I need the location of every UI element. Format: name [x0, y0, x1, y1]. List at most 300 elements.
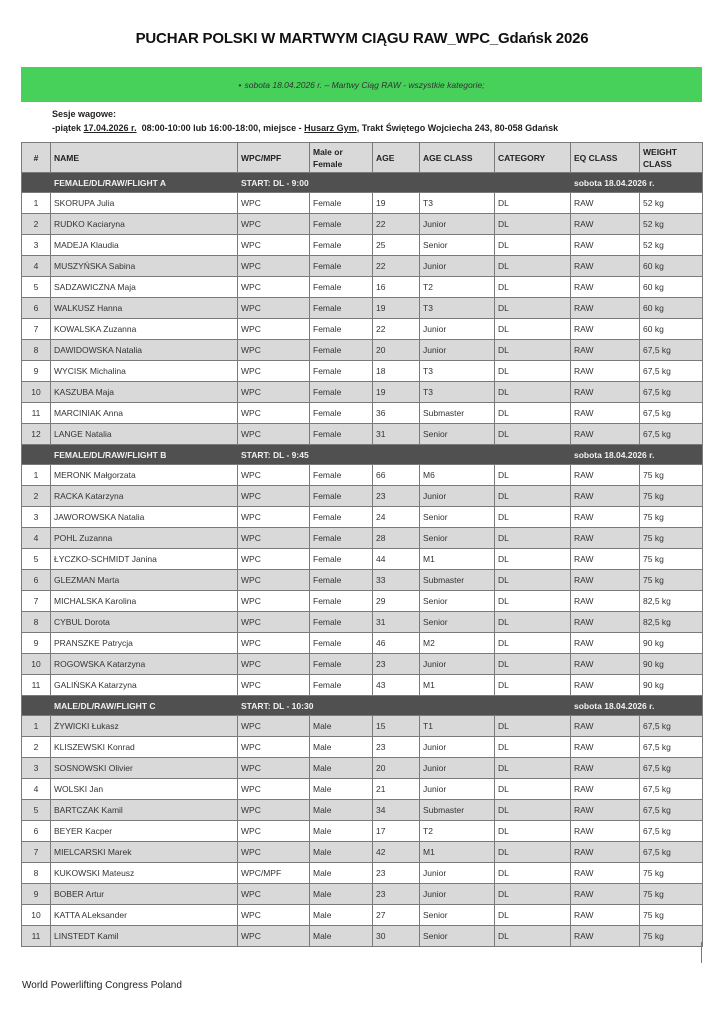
cell-num: 4 [22, 779, 51, 800]
header-category: CATEGORY [495, 143, 571, 173]
cell-federation: WPC [238, 549, 310, 570]
cell-num: 4 [22, 528, 51, 549]
flight-date: sobota 18.04.2026 r. [571, 696, 703, 716]
cell-sex: Male [310, 737, 373, 758]
cell-eq-class: RAW [571, 737, 640, 758]
cell-num: 2 [22, 214, 51, 235]
cell-category: DL [495, 319, 571, 340]
cell-sex: Female [310, 633, 373, 654]
cell-age-class: Junior [420, 340, 495, 361]
cell-num: 8 [22, 863, 51, 884]
table-row [22, 465, 703, 486]
cell-age-class: M1 [420, 675, 495, 696]
table-row [22, 424, 703, 445]
cell-num: 3 [22, 758, 51, 779]
cell-federation: WPC/MPF [238, 863, 310, 884]
cell-sex: Female [310, 277, 373, 298]
cell-federation: WPC [238, 486, 310, 507]
cell-sex: Female [310, 256, 373, 277]
cell-eq-class: RAW [571, 298, 640, 319]
cell-age: 19 [373, 382, 420, 403]
flight-header-spacer [22, 173, 51, 193]
cell-federation: WPC [238, 905, 310, 926]
cell-eq-class: RAW [571, 884, 640, 905]
cell-eq-class: RAW [571, 591, 640, 612]
cell-sex: Female [310, 507, 373, 528]
cell-eq-class: RAW [571, 277, 640, 298]
cell-eq-class: RAW [571, 403, 640, 424]
table-row [22, 403, 703, 424]
event-banner [21, 67, 702, 102]
cell-num: 2 [22, 486, 51, 507]
footer-organization: World Powerlifting Congress Poland [22, 980, 182, 991]
flight-start-time: START: DL - 9:00 [238, 173, 571, 193]
cell-category: DL [495, 842, 571, 863]
cell-category: DL [495, 779, 571, 800]
cell-num: 5 [22, 277, 51, 298]
cell-num: 1 [22, 465, 51, 486]
cell-eq-class: RAW [571, 821, 640, 842]
cell-age: 33 [373, 570, 420, 591]
cell-federation: WPC [238, 675, 310, 696]
cell-name: KUKOWSKI Mateusz [51, 863, 238, 884]
cell-age: 17 [373, 821, 420, 842]
table-row [22, 905, 703, 926]
cell-weight-class: 67,5 kg [640, 821, 703, 842]
cell-num: 5 [22, 549, 51, 570]
cell-age-class: M1 [420, 549, 495, 570]
cell-eq-class: RAW [571, 654, 640, 675]
cell-federation: WPC [238, 821, 310, 842]
cell-num: 8 [22, 612, 51, 633]
cell-age: 18 [373, 361, 420, 382]
cell-weight-class: 67,5 kg [640, 800, 703, 821]
cell-eq-class: RAW [571, 382, 640, 403]
table-row [22, 779, 703, 800]
cell-age-class: Junior [420, 737, 495, 758]
cell-age: 46 [373, 633, 420, 654]
cell-category: DL [495, 214, 571, 235]
cell-num: 7 [22, 591, 51, 612]
table-row [22, 633, 703, 654]
cell-num: 6 [22, 298, 51, 319]
cell-federation: WPC [238, 926, 310, 947]
cell-federation: WPC [238, 319, 310, 340]
cell-num: 1 [22, 716, 51, 737]
cell-name: ŻYWICKI Łukasz [51, 716, 238, 737]
cell-num: 1 [22, 193, 51, 214]
cell-num: 8 [22, 340, 51, 361]
cell-name: CYBUL Dorota [51, 612, 238, 633]
cell-category: DL [495, 549, 571, 570]
table-row [22, 821, 703, 842]
table-row [22, 193, 703, 214]
table-row [22, 382, 703, 403]
cell-age-class: Junior [420, 214, 495, 235]
cell-category: DL [495, 340, 571, 361]
roster-body [22, 173, 703, 947]
cell-sex: Female [310, 612, 373, 633]
cell-weight-class: 60 kg [640, 256, 703, 277]
header-num: # [22, 143, 51, 173]
cell-sex: Female [310, 193, 373, 214]
cell-category: DL [495, 591, 571, 612]
cell-federation: WPC [238, 716, 310, 737]
event-banner-text: sobota 18.04.2026 r. – Martwy Ciąg RAW - wszystkie kategorie; [244, 79, 485, 90]
cell-num: 3 [22, 507, 51, 528]
cell-category: DL [495, 256, 571, 277]
cell-sex: Male [310, 716, 373, 737]
table-row [22, 214, 703, 235]
cell-num: 6 [22, 570, 51, 591]
cell-age-class: T1 [420, 716, 495, 737]
header-eq-class: EQ CLASS [571, 143, 640, 173]
cell-name: JAWOROWSKA Natalia [51, 507, 238, 528]
cell-age-class: Junior [420, 758, 495, 779]
cell-age-class: Junior [420, 319, 495, 340]
cell-eq-class: RAW [571, 486, 640, 507]
cell-sex: Male [310, 863, 373, 884]
cell-eq-class: RAW [571, 256, 640, 277]
table-row [22, 235, 703, 256]
cell-name: WOLSKI Jan [51, 779, 238, 800]
cell-eq-class: RAW [571, 214, 640, 235]
cell-category: DL [495, 465, 571, 486]
cell-weight-class: 60 kg [640, 298, 703, 319]
cell-federation: WPC [238, 361, 310, 382]
cell-name: MARCINIAK Anna [51, 403, 238, 424]
cell-eq-class: RAW [571, 633, 640, 654]
cell-age-class: T2 [420, 821, 495, 842]
cell-num: 2 [22, 737, 51, 758]
cell-age: 23 [373, 863, 420, 884]
cell-age: 20 [373, 758, 420, 779]
cell-weight-class: 75 kg [640, 863, 703, 884]
cell-sex: Female [310, 214, 373, 235]
cell-sex: Male [310, 800, 373, 821]
table-row [22, 926, 703, 947]
cell-num: 3 [22, 235, 51, 256]
cell-weight-class: 90 kg [640, 654, 703, 675]
cell-num: 4 [22, 256, 51, 277]
cell-sex: Female [310, 465, 373, 486]
header-weight-class: WEIGHT CLASS [640, 143, 703, 173]
cell-age: 28 [373, 528, 420, 549]
cell-weight-class: 67,5 kg [640, 758, 703, 779]
cell-sex: Female [310, 424, 373, 445]
cell-weight-class: 52 kg [640, 193, 703, 214]
cell-name: BEYER Kacper [51, 821, 238, 842]
cell-name: MUSZYŃSKA Sabina [51, 256, 238, 277]
cell-weight-class: 67,5 kg [640, 737, 703, 758]
cell-federation: WPC [238, 507, 310, 528]
cell-category: DL [495, 382, 571, 403]
cell-federation: WPC [238, 612, 310, 633]
cell-age-class: Senior [420, 235, 495, 256]
cell-sex: Female [310, 361, 373, 382]
cell-category: DL [495, 654, 571, 675]
table-row [22, 842, 703, 863]
table-row [22, 361, 703, 382]
cell-sex: Female [310, 675, 373, 696]
cell-name: ŁYCZKO-SCHMIDT Janina [51, 549, 238, 570]
cell-age-class: Senior [420, 507, 495, 528]
table-border-line [701, 942, 702, 963]
cell-num: 12 [22, 424, 51, 445]
bullet-icon: • [238, 79, 242, 90]
cell-age-class: Senior [420, 905, 495, 926]
flight-label: FEMALE/DL/RAW/FLIGHT A [51, 173, 238, 193]
cell-num: 11 [22, 675, 51, 696]
cell-federation: WPC [238, 800, 310, 821]
cell-sex: Female [310, 403, 373, 424]
cell-num: 10 [22, 905, 51, 926]
weigh-in-day: -piątek [52, 123, 84, 133]
cell-age-class: M6 [420, 465, 495, 486]
cell-name: ROGOWSKA Katarzyna [51, 654, 238, 675]
cell-category: DL [495, 193, 571, 214]
cell-sex: Male [310, 926, 373, 947]
cell-age-class: Submaster [420, 403, 495, 424]
document-title: PUCHAR POLSKI W MARTWYM CIĄGU RAW_WPC_Gdańsk 2026 [135, 30, 589, 47]
cell-age-class: Junior [420, 486, 495, 507]
cell-federation: WPC [238, 842, 310, 863]
header-age: AGE [373, 143, 420, 173]
table-row [22, 570, 703, 591]
table-row [22, 800, 703, 821]
cell-weight-class: 90 kg [640, 633, 703, 654]
cell-age-class: T3 [420, 382, 495, 403]
cell-federation: WPC [238, 193, 310, 214]
cell-weight-class: 75 kg [640, 884, 703, 905]
cell-age: 29 [373, 591, 420, 612]
cell-federation: WPC [238, 654, 310, 675]
table-row [22, 549, 703, 570]
cell-sex: Female [310, 298, 373, 319]
cell-age-class: Senior [420, 926, 495, 947]
cell-age-class: T3 [420, 193, 495, 214]
cell-num: 9 [22, 633, 51, 654]
cell-federation: WPC [238, 277, 310, 298]
cell-age: 22 [373, 256, 420, 277]
table-row [22, 716, 703, 737]
cell-federation: WPC [238, 465, 310, 486]
cell-category: DL [495, 277, 571, 298]
cell-name: MIELCARSKI Marek [51, 842, 238, 863]
cell-sex: Male [310, 905, 373, 926]
cell-num: 11 [22, 926, 51, 947]
table-row [22, 486, 703, 507]
cell-federation: WPC [238, 737, 310, 758]
cell-weight-class: 67,5 kg [640, 403, 703, 424]
table-row [22, 277, 703, 298]
header-sex: Male or Female [310, 143, 373, 173]
cell-eq-class: RAW [571, 675, 640, 696]
cell-age-class: T2 [420, 277, 495, 298]
cell-name: KLISZEWSKI Konrad [51, 737, 238, 758]
cell-eq-class: RAW [571, 340, 640, 361]
cell-category: DL [495, 675, 571, 696]
cell-sex: Male [310, 884, 373, 905]
cell-weight-class: 75 kg [640, 465, 703, 486]
cell-sex: Male [310, 779, 373, 800]
cell-category: DL [495, 737, 571, 758]
flight-date: sobota 18.04.2026 r. [571, 173, 703, 193]
cell-federation: WPC [238, 403, 310, 424]
cell-eq-class: RAW [571, 926, 640, 947]
cell-num: 7 [22, 319, 51, 340]
cell-age: 22 [373, 214, 420, 235]
cell-eq-class: RAW [571, 842, 640, 863]
table-row [22, 528, 703, 549]
cell-category: DL [495, 298, 571, 319]
cell-federation: WPC [238, 424, 310, 445]
cell-federation: WPC [238, 633, 310, 654]
cell-weight-class: 67,5 kg [640, 424, 703, 445]
cell-age-class: T3 [420, 298, 495, 319]
cell-weight-class: 82,5 kg [640, 612, 703, 633]
cell-federation: WPC [238, 528, 310, 549]
cell-weight-class: 90 kg [640, 675, 703, 696]
cell-name: SKORUPA Julia [51, 193, 238, 214]
cell-sex: Female [310, 235, 373, 256]
flight-header [22, 696, 703, 716]
cell-weight-class: 60 kg [640, 277, 703, 298]
cell-federation: WPC [238, 298, 310, 319]
weigh-in-heading: Sesje wagowe: [52, 109, 117, 119]
cell-age: 21 [373, 779, 420, 800]
cell-age-class: Junior [420, 779, 495, 800]
cell-num: 7 [22, 842, 51, 863]
cell-category: DL [495, 507, 571, 528]
cell-weight-class: 75 kg [640, 507, 703, 528]
cell-age: 23 [373, 486, 420, 507]
weigh-in-address: , Trakt Świętego Wojciecha 243, 80-058 Gdańsk [356, 123, 559, 133]
cell-weight-class: 52 kg [640, 214, 703, 235]
cell-weight-class: 67,5 kg [640, 382, 703, 403]
cell-sex: Female [310, 486, 373, 507]
cell-category: DL [495, 821, 571, 842]
cell-name: LANGE Natalia [51, 424, 238, 445]
cell-age: 24 [373, 507, 420, 528]
cell-name: LINSTEDT Kamil [51, 926, 238, 947]
table-row [22, 884, 703, 905]
cell-sex: Female [310, 570, 373, 591]
cell-weight-class: 67,5 kg [640, 779, 703, 800]
cell-sex: Female [310, 591, 373, 612]
cell-name: KOWALSKA Zuzanna [51, 319, 238, 340]
flight-header [22, 173, 703, 193]
table-row [22, 256, 703, 277]
cell-name: WALKUSZ Hanna [51, 298, 238, 319]
cell-name: BOBER Artur [51, 884, 238, 905]
cell-age-class: Senior [420, 528, 495, 549]
cell-weight-class: 67,5 kg [640, 842, 703, 863]
cell-eq-class: RAW [571, 507, 640, 528]
weigh-in-venue: Husarz Gym [304, 123, 357, 133]
table-row [22, 507, 703, 528]
roster-table [21, 142, 703, 947]
cell-name: MERONK Małgorzata [51, 465, 238, 486]
flight-header-spacer [22, 696, 51, 716]
cell-age-class: Junior [420, 256, 495, 277]
cell-name: WYCISK Michalina [51, 361, 238, 382]
cell-age-class: Junior [420, 654, 495, 675]
cell-name: RACKA Katarzyna [51, 486, 238, 507]
cell-age: 16 [373, 277, 420, 298]
cell-name: PRANSZKE Patrycja [51, 633, 238, 654]
cell-age: 31 [373, 424, 420, 445]
cell-age-class: Junior [420, 863, 495, 884]
cell-name: MADEJA Klaudia [51, 235, 238, 256]
weigh-in-hours: 08:00-10:00 lub 16:00-18:00, miejsce - [136, 123, 305, 133]
cell-eq-class: RAW [571, 193, 640, 214]
cell-sex: Female [310, 319, 373, 340]
cell-category: DL [495, 863, 571, 884]
cell-age: 34 [373, 800, 420, 821]
cell-name: SOSNOWSKI Olivier [51, 758, 238, 779]
header-name: NAME [51, 143, 238, 173]
cell-category: DL [495, 528, 571, 549]
cell-num: 5 [22, 800, 51, 821]
cell-category: DL [495, 716, 571, 737]
cell-sex: Female [310, 382, 373, 403]
cell-age-class: Submaster [420, 800, 495, 821]
cell-sex: Female [310, 654, 373, 675]
cell-federation: WPC [238, 591, 310, 612]
cell-age: 22 [373, 319, 420, 340]
cell-weight-class: 75 kg [640, 486, 703, 507]
cell-name: KASZUBA Maja [51, 382, 238, 403]
weigh-in-date: 17.04.2026 r. [83, 123, 137, 133]
weigh-in-details [52, 123, 558, 133]
cell-eq-class: RAW [571, 863, 640, 884]
cell-eq-class: RAW [571, 319, 640, 340]
header-federation: WPC/MPF [238, 143, 310, 173]
cell-weight-class: 67,5 kg [640, 716, 703, 737]
cell-num: 9 [22, 884, 51, 905]
cell-num: 9 [22, 361, 51, 382]
flight-header-spacer [22, 445, 51, 465]
cell-eq-class: RAW [571, 779, 640, 800]
cell-sex: Male [310, 842, 373, 863]
cell-weight-class: 75 kg [640, 549, 703, 570]
cell-name: GLEZMAN Marta [51, 570, 238, 591]
cell-federation: WPC [238, 884, 310, 905]
cell-category: DL [495, 926, 571, 947]
cell-sex: Female [310, 340, 373, 361]
cell-age: 30 [373, 926, 420, 947]
table-header-row [22, 143, 703, 173]
cell-eq-class: RAW [571, 758, 640, 779]
cell-age-class: Submaster [420, 570, 495, 591]
cell-eq-class: RAW [571, 612, 640, 633]
cell-eq-class: RAW [571, 549, 640, 570]
cell-name: DAWIDOWSKA Natalia [51, 340, 238, 361]
cell-category: DL [495, 758, 571, 779]
cell-eq-class: RAW [571, 570, 640, 591]
cell-sex: Male [310, 821, 373, 842]
cell-age-class: M2 [420, 633, 495, 654]
cell-name: MICHALSKA Karolina [51, 591, 238, 612]
cell-category: DL [495, 361, 571, 382]
cell-eq-class: RAW [571, 800, 640, 821]
cell-eq-class: RAW [571, 361, 640, 382]
cell-weight-class: 75 kg [640, 905, 703, 926]
header-age-class: AGE CLASS [420, 143, 495, 173]
cell-sex: Female [310, 549, 373, 570]
table-row [22, 654, 703, 675]
